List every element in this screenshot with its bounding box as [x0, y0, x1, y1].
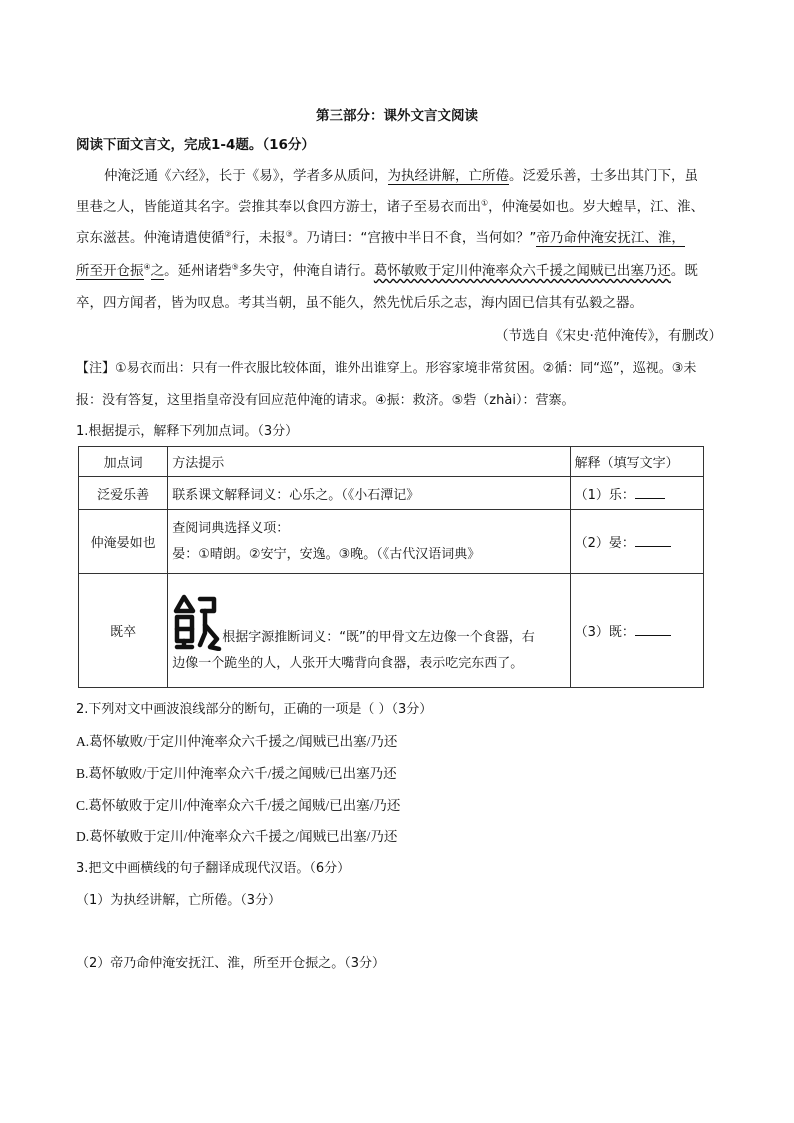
footnote-marker: ①: [481, 198, 489, 208]
row-word: 仲淹晏如也: [79, 510, 168, 574]
footnote-marker: ④: [143, 262, 151, 272]
table-row: [79, 510, 704, 574]
header-hint: 方法提示: [168, 447, 570, 477]
question-3-item-1: （1）为执经讲解，亡所倦。（3分）: [76, 893, 282, 908]
underlined-sentence-2b: 所至开仓振: [76, 263, 144, 279]
option-b[interactable]: B.葛怀敏败/于定川仲淹率众六千/援之闻贼/已出塞乃还: [76, 766, 397, 781]
wavy-underlined-passage: 葛怀敏败于定川仲淹率众六千援之闻贼已出塞乃还: [373, 263, 671, 279]
question-2-stem: 2.下列对文中画波浪线部分的断句，正确的一项是（ ）（3分）: [76, 702, 433, 717]
passage-line-2: 里巷之人，皆能道其名字。尝推其奉以食四方游士，诸子至易衣而出①，仲淹晏如也。岁大蝗旱，江、淮、: [76, 198, 705, 215]
option-d[interactable]: D.葛怀敏败于定川/仲淹率众六千援之/闻贼已出塞/乃还: [76, 829, 398, 844]
instructions: 阅读下面文言文，完成1-4题。（16分）: [76, 137, 315, 153]
header-answer: 解释（填写文字）: [570, 447, 703, 477]
header-word: 加点词: [79, 447, 168, 477]
footnote-marker: ⑤: [231, 262, 239, 272]
passage-line-1: 仲淹泛通《六经》，长于《易》，学者多从质问，为执经讲解，亡所倦。泛爱乐善，士多出其门下，虽: [104, 168, 698, 184]
notes-line-2: 报：没有答复，这里指皇帝没有回应范仲淹的请求。④振：救济。⑤砦（zhài）：营寨。: [76, 393, 575, 408]
passage-line-5: 卒，四方闻者，皆为叹息。考其当朝，虽不能久，然先忧后乐之志，海内固已信其有弘毅之器。: [76, 295, 643, 311]
table-header-row: [79, 447, 704, 477]
vocab-table: [78, 446, 704, 688]
answer-cell[interactable]: （2）晏：: [570, 510, 703, 574]
answer-blank[interactable]: [635, 486, 665, 499]
page-title: 第三部分：课外文言文阅读: [316, 108, 478, 124]
oracle-bone-character-image: [172, 593, 222, 651]
question-3-item-2: （2）帝乃命仲淹安抚江、淮，所至开仓振之。（3分）: [76, 956, 386, 971]
table-row: [79, 574, 704, 688]
answer-cell[interactable]: （3）既：: [570, 574, 703, 688]
row-hint: 联系课文解释词义：心乐之。（《小石潭记》: [168, 477, 570, 510]
option-a[interactable]: A.葛怀敏败/于定川仲淹率众六千援之/闻贼已出塞/乃还: [76, 734, 398, 749]
answer-blank[interactable]: [635, 534, 671, 547]
row-hint: 根据字源推断词义：“既”的甲骨文左边像一个食器，右 边像一个跪坐的人，人张开大嘴背向食器，表示吃完东西了。: [168, 574, 570, 688]
row-word: 既卒: [79, 574, 168, 688]
question-3-stem: 3.把文中画横线的句子翻译成现代汉语。（6分）: [76, 861, 351, 876]
answer-cell[interactable]: （1）乐：: [570, 477, 703, 510]
passage-line-3: 京东滋甚。仲淹请遣使循②行，未报③。乃请曰：“宫掖中半日不食，当何如？”帝乃命仲淹安抚江、淮，: [76, 229, 685, 246]
table-row: [79, 477, 704, 510]
row-hint: 查阅词典选择义项： 晏：①晴朗。②安宁，安逸。③晚。（《古代汉语词典》: [168, 510, 570, 574]
source-citation: （节选自《宋史·范仲淹传》，有删改）: [494, 328, 722, 344]
answer-blank[interactable]: [635, 623, 671, 636]
passage-line-4: 所至开仓振④之。延州诸砦⑤多失守，仲淹自请行。葛怀敏败于定川仲淹率众六千援之闻贼已出塞乃还。既: [76, 262, 698, 279]
underlined-sentence-1: 为执经讲解，亡所倦: [387, 168, 509, 184]
underlined-sentence-2a: 帝乃命仲淹安抚江、淮，: [536, 230, 685, 246]
option-c[interactable]: C.葛怀敏败于定川/仲淹率众六千/援之闻贼/已出塞/乃还: [76, 798, 401, 813]
footnote-marker: ③: [285, 229, 293, 239]
notes-line-1: 【注】①易衣而出：只有一件衣服比较体面，谁外出谁穿上。形容家境非常贫困。②循：同“巡”，巡视。③未: [76, 361, 697, 376]
footnote-marker: ②: [224, 229, 232, 239]
question-1-stem: 1.根据提示，解释下列加点词。（3分）: [76, 424, 299, 439]
row-word: 泛爱乐善: [79, 477, 168, 510]
